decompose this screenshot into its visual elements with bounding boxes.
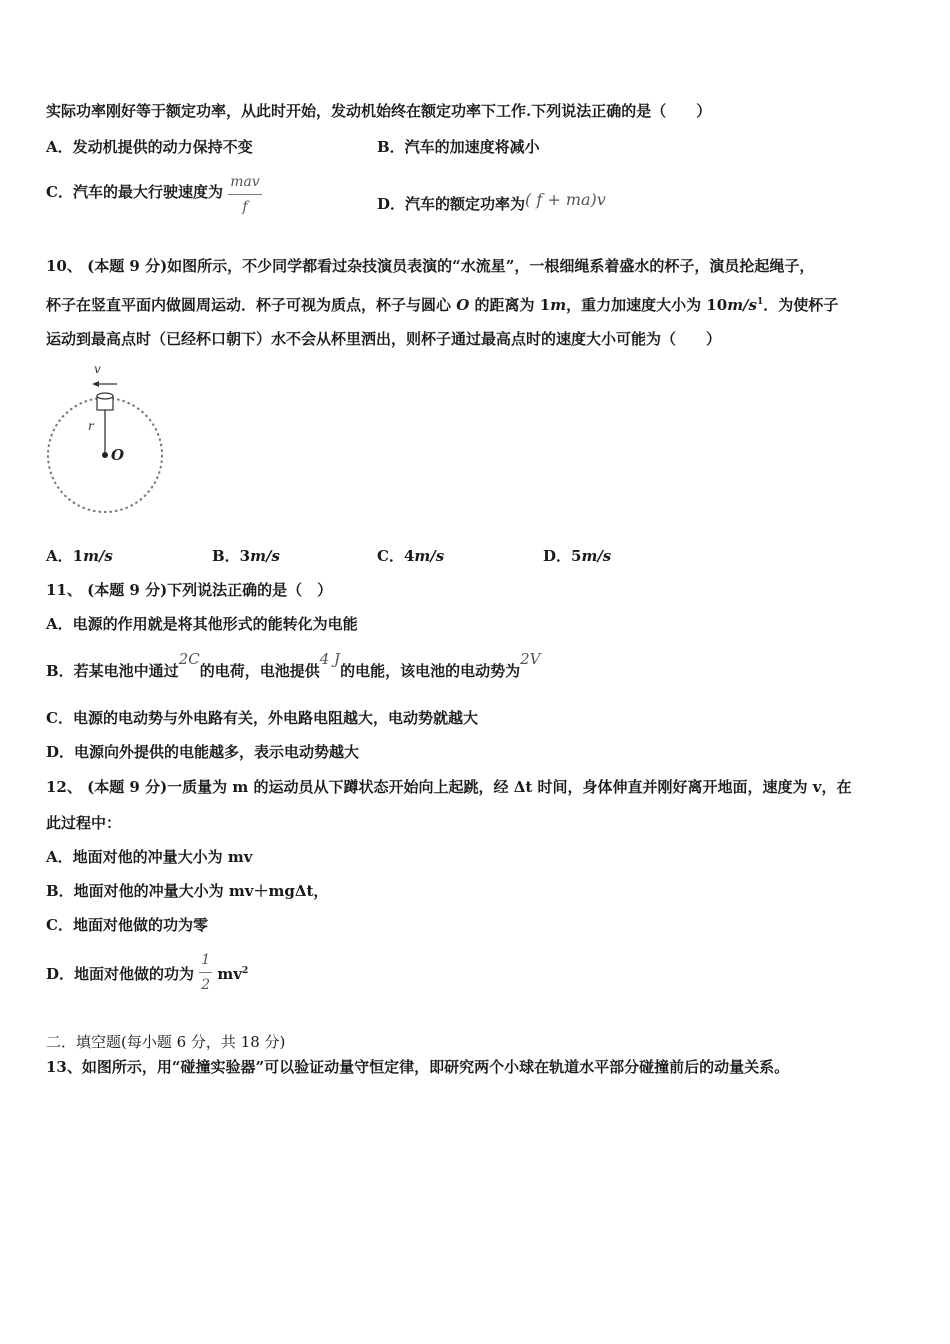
section-2-title: 二．填空题(每小题 6 分，共 18 分) [46, 1033, 286, 1051]
q11-option-b [46, 650, 541, 681]
q12-option-d [46, 950, 248, 995]
q12-option-c: C．地面对他做的功为零 [46, 916, 208, 934]
q10-option-a-unit: m/s [83, 547, 113, 565]
q12-line-2: 此过程中： [46, 814, 122, 832]
velocity-arrow-icon [92, 381, 117, 387]
q10-accel-unit: m/s [727, 296, 757, 314]
q9-option-c-denominator: f [242, 199, 248, 215]
q12-option-a: A．地面对他的冲量大小为 mv [46, 848, 253, 866]
q9-option-c [46, 172, 262, 217]
q10-accel-exponent: 1 [756, 297, 764, 307]
q10-option-b-unit: m/s [250, 547, 280, 565]
q10-option-c [377, 546, 444, 566]
q11-option-a: A．电源的作用就是将其他形式的能转化为电能 [46, 615, 358, 633]
q9-option-c-text: C．汽车的最大行驶速度为 [46, 183, 223, 201]
q12-option-b: B．地面对他的冲量大小为 mv＋mgΔt， [46, 882, 329, 900]
q11-option-c: C．电源的电动势与外电路有关，外电路电阻越大，电动势就越大 [46, 709, 478, 727]
q11-charge-value: 2C [178, 650, 200, 668]
q10-option-b [212, 546, 280, 566]
q9-option-b: B．汽车的加速度将减小 [377, 138, 540, 156]
q12-option-d-numerator: 1 [199, 950, 212, 973]
q10-line-2-part-c: ，重力加速度大小为 10 [566, 296, 728, 314]
q10-line-3: 运动到最高点时（已经杯口朝下）水不会从杯里洒出，则杯子通过最高点时的速度大小可能为（ ） [46, 330, 722, 348]
q10-option-d [543, 546, 611, 566]
q11-emf-value: 2V [520, 650, 541, 668]
cup-icon [97, 393, 113, 410]
q9-option-d [377, 190, 606, 214]
q10-line-2-part-a: 杯子在竖直平面内做圆周运动．杯子可视为质点，杯子与圆心 [46, 296, 457, 314]
q10-option-a [46, 546, 113, 566]
q12-option-d-fraction [199, 950, 212, 995]
q10-option-c-unit: m/s [414, 547, 445, 565]
q13-stem: 13、如图所示，用“碰撞实验器”可以验证动量守恒定律，即研究两个小球在轨道水平部分碰撞前后的动量关系。 [46, 1058, 790, 1076]
q10-option-d-label: D．5 [543, 547, 582, 565]
q9-option-a: A．发动机提供的动力保持不变 [46, 138, 253, 156]
q10-meter-unit: m [550, 296, 567, 314]
q11-option-b-part-1: B．若某电池中通过 [46, 662, 179, 680]
q10-line-1: 10、 (本题 9 分)如图所示，不少同学都看过杂技演员表演的“水流星”，一根细绳系着盛水的杯子，演员抡起绳子， [46, 257, 815, 275]
q11-option-b-part-2: 的电荷，电池提供 [199, 662, 320, 680]
velocity-label: v [94, 362, 101, 376]
radius-label: r [88, 419, 94, 433]
q10-line-2-part-b: 的距离为 1 [469, 296, 551, 314]
q11-stem: 11、 (本题 9 分)下列说法正确的是（ ） [46, 581, 333, 599]
q10-option-c-label: C．4 [377, 547, 415, 565]
q9-option-c-fraction [228, 172, 262, 217]
q9-option-d-math: ( f + ma)v [525, 190, 606, 209]
q10-center-symbol: O [456, 296, 470, 314]
q10-option-a-label: A．1 [46, 547, 84, 565]
q11-option-b-part-3: 的电能，该电池的电动势为 [340, 662, 521, 680]
q12-option-d-tail: mv [212, 965, 242, 983]
q10-option-d-unit: m/s [581, 547, 612, 565]
q12-option-d-exponent: 2 [241, 966, 249, 976]
q11-option-d: D．电源向外提供的电能越多，表示电动势越大 [46, 743, 360, 761]
q9-stem-tail: 实际功率刚好等于额定功率，从此时开始，发动机始终在额定功率下工作.下列说法正确的是（ ） [46, 102, 712, 120]
q12-option-d-denominator: 2 [201, 977, 211, 993]
center-point [102, 452, 108, 458]
q12-line-1: 12、 (本题 9 分)一质量为 m 的运动员从下蹲状态开始向上起跳，经 Δt 时间，身体伸直并刚好离开地面，速度为 v，在 [46, 778, 852, 796]
q10-option-b-label: B．3 [212, 547, 251, 565]
q11-energy-value: 4 J [319, 650, 341, 668]
center-label: O [111, 446, 125, 464]
q10-line-2 [46, 292, 838, 315]
q9-option-c-numerator: mav [228, 172, 262, 195]
q12-option-d-text: D．地面对他做的功为 [46, 965, 195, 983]
q9-option-d-text: D．汽车的额定功率为 [377, 195, 526, 213]
q10-line-2-part-d: ．为使杯子 [763, 296, 839, 314]
water-meteor-figure [44, 360, 174, 520]
